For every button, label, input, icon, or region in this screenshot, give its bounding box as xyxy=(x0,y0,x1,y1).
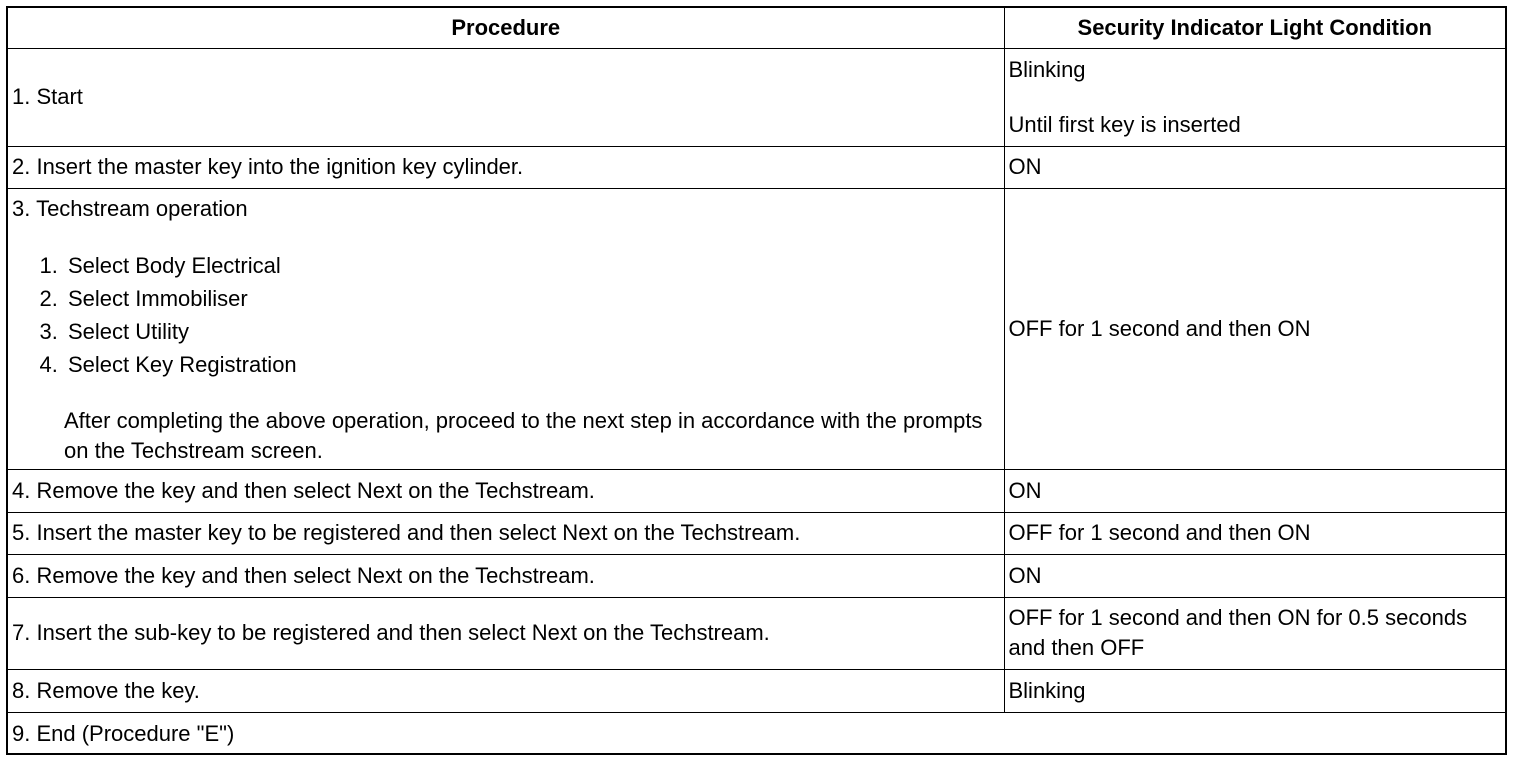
condition-line: Until first key is inserted xyxy=(1008,111,1241,137)
substep-list xyxy=(12,249,1004,381)
key-registration-table xyxy=(8,8,1505,755)
substep-item: 3. Select Utility xyxy=(64,315,1004,348)
condition-cell: ON xyxy=(1004,146,1505,188)
procedure-cell: 5. Insert the master key to be registered and then select Next on the Techstream. xyxy=(8,512,1004,554)
procedure-cell: 7. Insert the sub-key to be registered and then select Next on the Techstream. xyxy=(8,597,1004,669)
table-row xyxy=(8,469,1505,512)
table-row xyxy=(8,712,1505,755)
table-row xyxy=(8,597,1505,669)
procedure-cell: 1. Start xyxy=(8,48,1004,146)
table-row xyxy=(8,512,1505,554)
condition-cell: Blinking xyxy=(1004,669,1505,712)
condition-cell: OFF for 1 second and then ON xyxy=(1004,188,1505,469)
header-condition: Security Indicator Light Condition xyxy=(1004,8,1505,48)
condition-cell xyxy=(1004,48,1505,146)
procedure-cell xyxy=(8,188,1004,469)
condition-cell: ON xyxy=(1004,554,1505,597)
table-row xyxy=(8,554,1505,597)
substep-item: 4. Select Key Registration xyxy=(64,348,1004,381)
key-registration-table-frame xyxy=(6,6,1507,755)
procedure-heading: 3. Techstream operation xyxy=(12,195,248,221)
procedure-cell: 9. End (Procedure "E") xyxy=(8,712,1505,755)
table-row xyxy=(8,669,1505,712)
substep-item: 2. Select Immobiliser xyxy=(64,282,1004,315)
condition-cell: OFF for 1 second and then ON for 0.5 seconds and then OFF xyxy=(1004,597,1505,669)
procedure-note: After completing the above operation, proceed to the next step in accordance with the prompts on the Techstream screen. xyxy=(64,407,983,463)
procedure-cell: 8. Remove the key. xyxy=(8,669,1004,712)
condition-cell: ON xyxy=(1004,469,1505,512)
header-procedure: Procedure xyxy=(8,8,1004,48)
table-row xyxy=(8,48,1505,146)
table-row xyxy=(8,188,1505,469)
condition-cell: OFF for 1 second and then ON xyxy=(1004,512,1505,554)
procedure-cell: 6. Remove the key and then select Next on the Techstream. xyxy=(8,554,1004,597)
table-row xyxy=(8,146,1505,188)
procedure-cell: 2. Insert the master key into the ignition key cylinder. xyxy=(8,146,1004,188)
substep-item: 1. Select Body Electrical xyxy=(64,249,1004,282)
procedure-cell: 4. Remove the key and then select Next on the Techstream. xyxy=(8,469,1004,512)
table-header-row xyxy=(8,8,1505,48)
condition-line: Blinking xyxy=(1008,56,1086,82)
